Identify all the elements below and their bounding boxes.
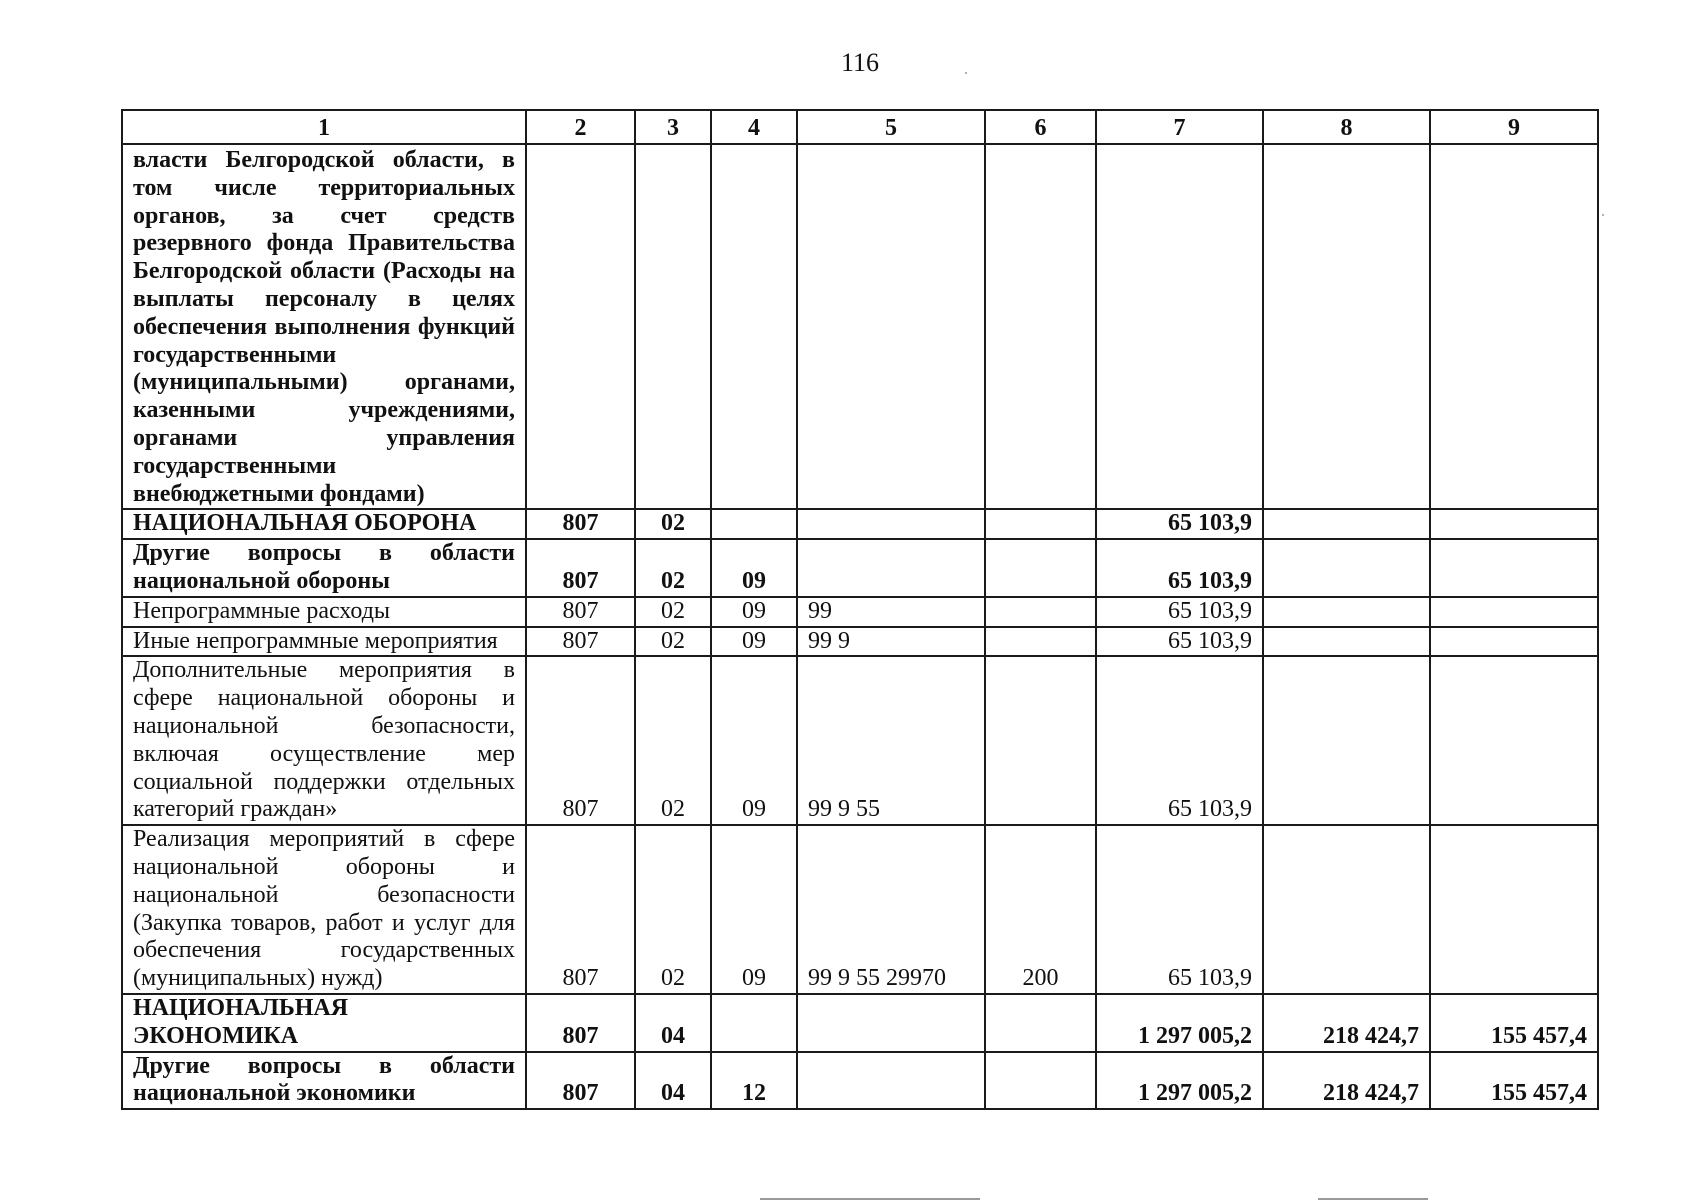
column-header: 2 — [526, 110, 635, 144]
cell-subsection: 09 — [711, 656, 797, 825]
cell-amount-2 — [1263, 597, 1430, 627]
cell-expense-type — [985, 539, 1096, 597]
cell-ministry-code: 807 — [526, 627, 635, 657]
column-header: 9 — [1430, 110, 1598, 144]
row-name: Иные непрограммные мероприятия — [122, 627, 526, 657]
cell-subsection: 09 — [711, 627, 797, 657]
cell-section: 02 — [635, 656, 711, 825]
cell-amount-3: 155 457,4 — [1430, 1052, 1598, 1110]
cell-amount-1: 65 103,9 — [1096, 825, 1263, 994]
cell-amount-2: 218 424,7 — [1263, 1052, 1430, 1110]
cell-amount-3 — [1430, 597, 1598, 627]
cell-amount-2 — [1263, 539, 1430, 597]
cell-amount-1: 65 103,9 — [1096, 539, 1263, 597]
table-row — [122, 656, 1598, 825]
cell-ministry-code: 807 — [526, 597, 635, 627]
cell-amount-2: 218 424,7 — [1263, 994, 1430, 1052]
cell-section: 04 — [635, 994, 711, 1052]
cell-target-item: 99 9 55 29970 — [797, 825, 985, 994]
table-row — [122, 627, 1598, 657]
row-name: власти Белгородской области, в том числе территориальных органов, за счет средств резервного фонда Правительства Белгородской области (Расходы на выплаты персоналу в целях обеспечения выполнения функций государственными (муниципальными) органами, казенными учреждениями, органами управления государственными внебюджетными фондами) — [122, 144, 526, 509]
cell-expense-type — [985, 627, 1096, 657]
cell-expense-type — [985, 1052, 1096, 1110]
cell-expense-type — [985, 509, 1096, 539]
table-row — [122, 825, 1598, 994]
cell-amount-1: 65 103,9 — [1096, 509, 1263, 539]
cell-ministry-code: 807 — [526, 825, 635, 994]
cell-expense-type — [985, 994, 1096, 1052]
cell-subsection — [711, 509, 797, 539]
cell-amount-3 — [1430, 825, 1598, 994]
cell-target-item: 99 — [797, 597, 985, 627]
cell-amount-2 — [1263, 144, 1430, 509]
cell-section: 02 — [635, 597, 711, 627]
column-header: 6 — [985, 110, 1096, 144]
cell-target-item: 99 9 55 — [797, 656, 985, 825]
cell-subsection: 09 — [711, 597, 797, 627]
table-row — [122, 144, 1598, 509]
table-row — [122, 539, 1598, 597]
cell-expense-type — [985, 656, 1096, 825]
cell-amount-1: 65 103,9 — [1096, 597, 1263, 627]
cell-target-item — [797, 1052, 985, 1110]
budget-table — [121, 109, 1599, 1110]
column-header: 1 — [122, 110, 526, 144]
column-header: 8 — [1263, 110, 1430, 144]
cell-expense-type: 200 — [985, 825, 1096, 994]
cell-subsection — [711, 144, 797, 509]
cell-section: 02 — [635, 509, 711, 539]
column-header: 3 — [635, 110, 711, 144]
cell-amount-1: 65 103,9 — [1096, 656, 1263, 825]
cell-subsection: 09 — [711, 539, 797, 597]
cell-ministry-code: 807 — [526, 656, 635, 825]
column-header: 7 — [1096, 110, 1263, 144]
row-name: Реализация мероприятий в сфере национальной обороны и национальной безопасности (Закупка товаров, работ и услуг для обеспечения государственных (муниципальных) нужд) — [122, 825, 526, 994]
row-name: Другие вопросы в области национальной обороны — [122, 539, 526, 597]
table-row — [122, 1052, 1598, 1110]
table-row — [122, 597, 1598, 627]
cell-section — [635, 144, 711, 509]
cell-target-item: 99 9 — [797, 627, 985, 657]
cell-amount-3 — [1430, 627, 1598, 657]
cell-target-item — [797, 509, 985, 539]
cell-ministry-code — [526, 144, 635, 509]
cell-ministry-code: 807 — [526, 994, 635, 1052]
cell-amount-2 — [1263, 825, 1430, 994]
cell-section: 02 — [635, 627, 711, 657]
cell-amount-3 — [1430, 656, 1598, 825]
table-header-row — [122, 110, 1598, 144]
cell-subsection — [711, 994, 797, 1052]
cell-amount-1: 1 297 005,2 — [1096, 1052, 1263, 1110]
cell-ministry-code: 807 — [526, 509, 635, 539]
scan-artifact-dot — [965, 72, 967, 74]
cell-target-item — [797, 144, 985, 509]
cell-subsection: 09 — [711, 825, 797, 994]
cell-amount-1: 65 103,9 — [1096, 627, 1263, 657]
cell-amount-1 — [1096, 144, 1263, 509]
cell-section: 02 — [635, 825, 711, 994]
cell-amount-3 — [1430, 539, 1598, 597]
table-row — [122, 509, 1598, 539]
cell-amount-1: 1 297 005,2 — [1096, 994, 1263, 1052]
cell-expense-type — [985, 144, 1096, 509]
row-name: Непрограммные расходы — [122, 597, 526, 627]
cell-target-item — [797, 994, 985, 1052]
cell-section: 04 — [635, 1052, 711, 1110]
cell-expense-type — [985, 597, 1096, 627]
cell-amount-2 — [1263, 509, 1430, 539]
cell-amount-2 — [1263, 656, 1430, 825]
cell-amount-3 — [1430, 144, 1598, 509]
cell-target-item — [797, 539, 985, 597]
row-name: НАЦИОНАЛЬНАЯ ОБОРОНА — [122, 509, 526, 539]
cell-ministry-code: 807 — [526, 539, 635, 597]
row-name: Другие вопросы в области национальной экономики — [122, 1052, 526, 1110]
row-name: Дополнительные мероприятия в сфере национальной обороны и национальной безопасности, включая осуществление мер социальной поддержки отдельных категорий граждан» — [122, 656, 526, 825]
scan-artifact-dot — [1602, 214, 1604, 216]
page-number: 116 — [840, 48, 880, 77]
cell-amount-3 — [1430, 509, 1598, 539]
cell-section: 02 — [635, 539, 711, 597]
cell-amount-2 — [1263, 627, 1430, 657]
cell-subsection: 12 — [711, 1052, 797, 1110]
cell-amount-3: 155 457,4 — [1430, 994, 1598, 1052]
cell-ministry-code: 807 — [526, 1052, 635, 1110]
column-header: 4 — [711, 110, 797, 144]
column-header: 5 — [797, 110, 985, 144]
table-row — [122, 994, 1598, 1052]
row-name: НАЦИОНАЛЬНАЯ ЭКОНОМИКА — [122, 994, 526, 1052]
